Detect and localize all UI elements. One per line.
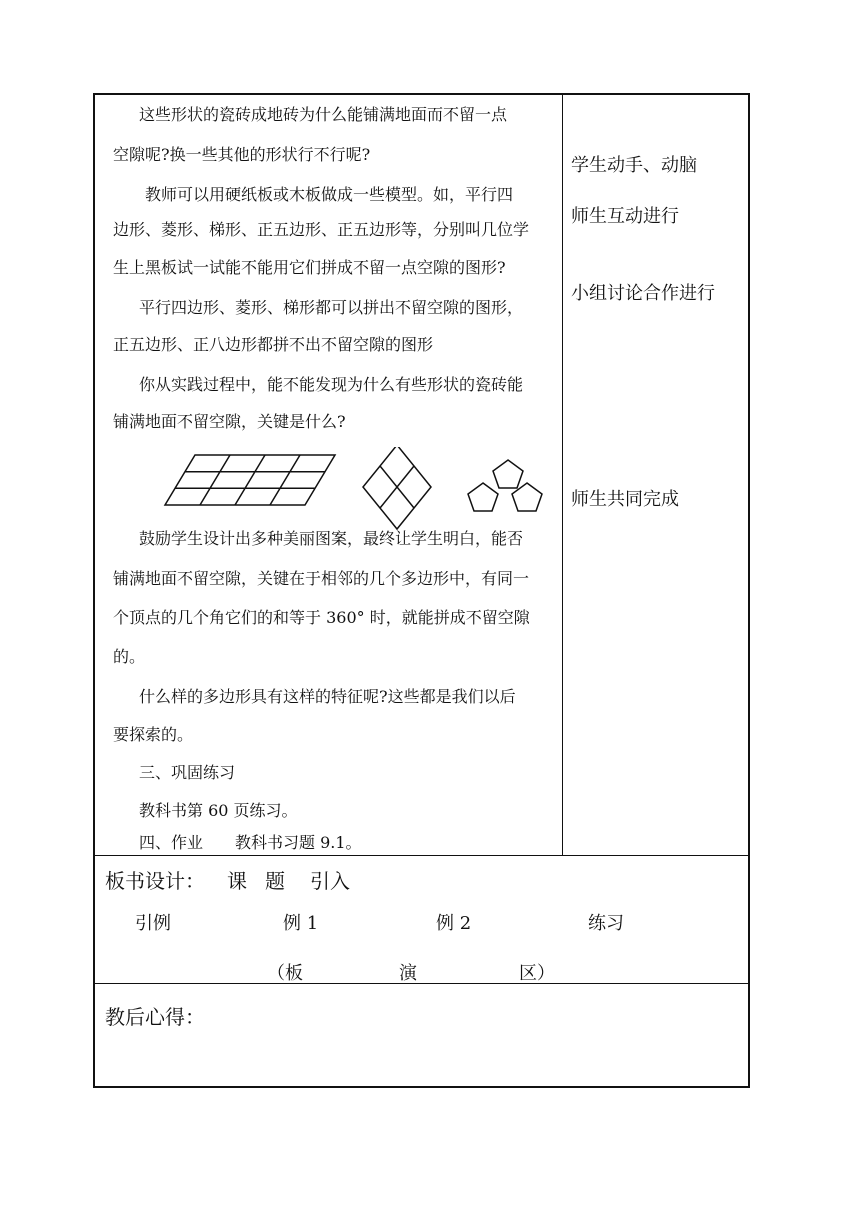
board-col-intro-example: 引例 [135, 913, 171, 934]
paragraph-3-line-1: 平行四边形、菱形、梯形都可以拼出不留空隙的图形， [139, 298, 524, 317]
side-note-4: 师生共同完成 [571, 489, 679, 510]
row-divider-board [95, 855, 748, 856]
paragraph-5-line-2: 铺满地面不留空隙，关键在于相邻的几个多边形中，有同一 [113, 569, 530, 588]
side-note-3: 小组讨论合作进行 [571, 283, 715, 304]
board-demo-part-2: 演 [399, 963, 417, 984]
paragraph-5-line-4: 的。 [113, 647, 146, 666]
paragraph-1-line-2: 空隙呢?换一些其他的形状行不行呢? [113, 145, 371, 164]
lesson-plan-table [93, 93, 750, 1088]
rhombus-tiling-icon [363, 447, 431, 529]
board-col-example-1: 例 1 [283, 913, 319, 934]
row-divider-afterword [95, 983, 748, 984]
paragraph-4-line-1: 你从实践过程中，能不能发现为什么有些形状的瓷砖能 [139, 375, 524, 394]
paragraph-6-line-2: 要探索的。 [113, 725, 194, 744]
paragraph-1-line-1: 这些形状的瓷砖成地砖为什么能铺满地面而不留一点 [139, 105, 508, 124]
board-topic-char-1: 课 [227, 869, 247, 893]
section-3-heading: 三、巩固练习 [139, 763, 236, 782]
board-demo-part-1: （板 [267, 963, 303, 984]
board-design-label: 板书设计： [105, 869, 205, 893]
section-4-homework: 四、作业 教科书习题 9.1。 [139, 833, 362, 852]
paragraph-3-line-2: 正五边形、正八边形都拼不出不留空隙的图形 [113, 335, 434, 354]
side-note-1: 学生动手、动脑 [571, 155, 697, 176]
paragraph-2-line-2: 边形、菱形、梯形、正五边形、正五边形等，分别叫几位学 [113, 220, 530, 239]
side-note-2: 师生互动进行 [571, 206, 679, 227]
paragraph-2-line-1: 教师可以用硬纸板或木板做成一些模型。如，平行四 [145, 185, 514, 204]
board-topic-char-2: 题 [265, 869, 285, 893]
section-3-body: 教科书第 60 页练习。 [139, 801, 298, 820]
paragraph-6-line-1: 什么样的多边形具有这样的特征呢?这些都是我们以后 [139, 687, 516, 706]
board-demo-part-3: 区） [519, 963, 555, 984]
paragraph-4-line-2: 铺满地面不留空隙，关键是什么? [113, 412, 346, 431]
board-topic-intro: 引入 [310, 869, 350, 893]
pentagon-group-icon [468, 460, 542, 511]
paragraph-5-line-3: 个顶点的几个角它们的和等于 360° 时，就能拼成不留空隙 [113, 608, 530, 627]
parallelogram-tiling-icon [165, 455, 335, 505]
paragraph-5-line-1: 鼓励学生设计出多种美丽图案，最终让学生明白，能否 [139, 529, 524, 548]
board-col-example-2: 例 2 [436, 913, 472, 934]
paragraph-2-line-3: 生上黑板试一试能不能用它们拼成不留一点空隙的图形? [113, 258, 506, 277]
board-col-practice: 练习 [588, 913, 624, 934]
afterword-title: 教后心得： [105, 1005, 205, 1029]
